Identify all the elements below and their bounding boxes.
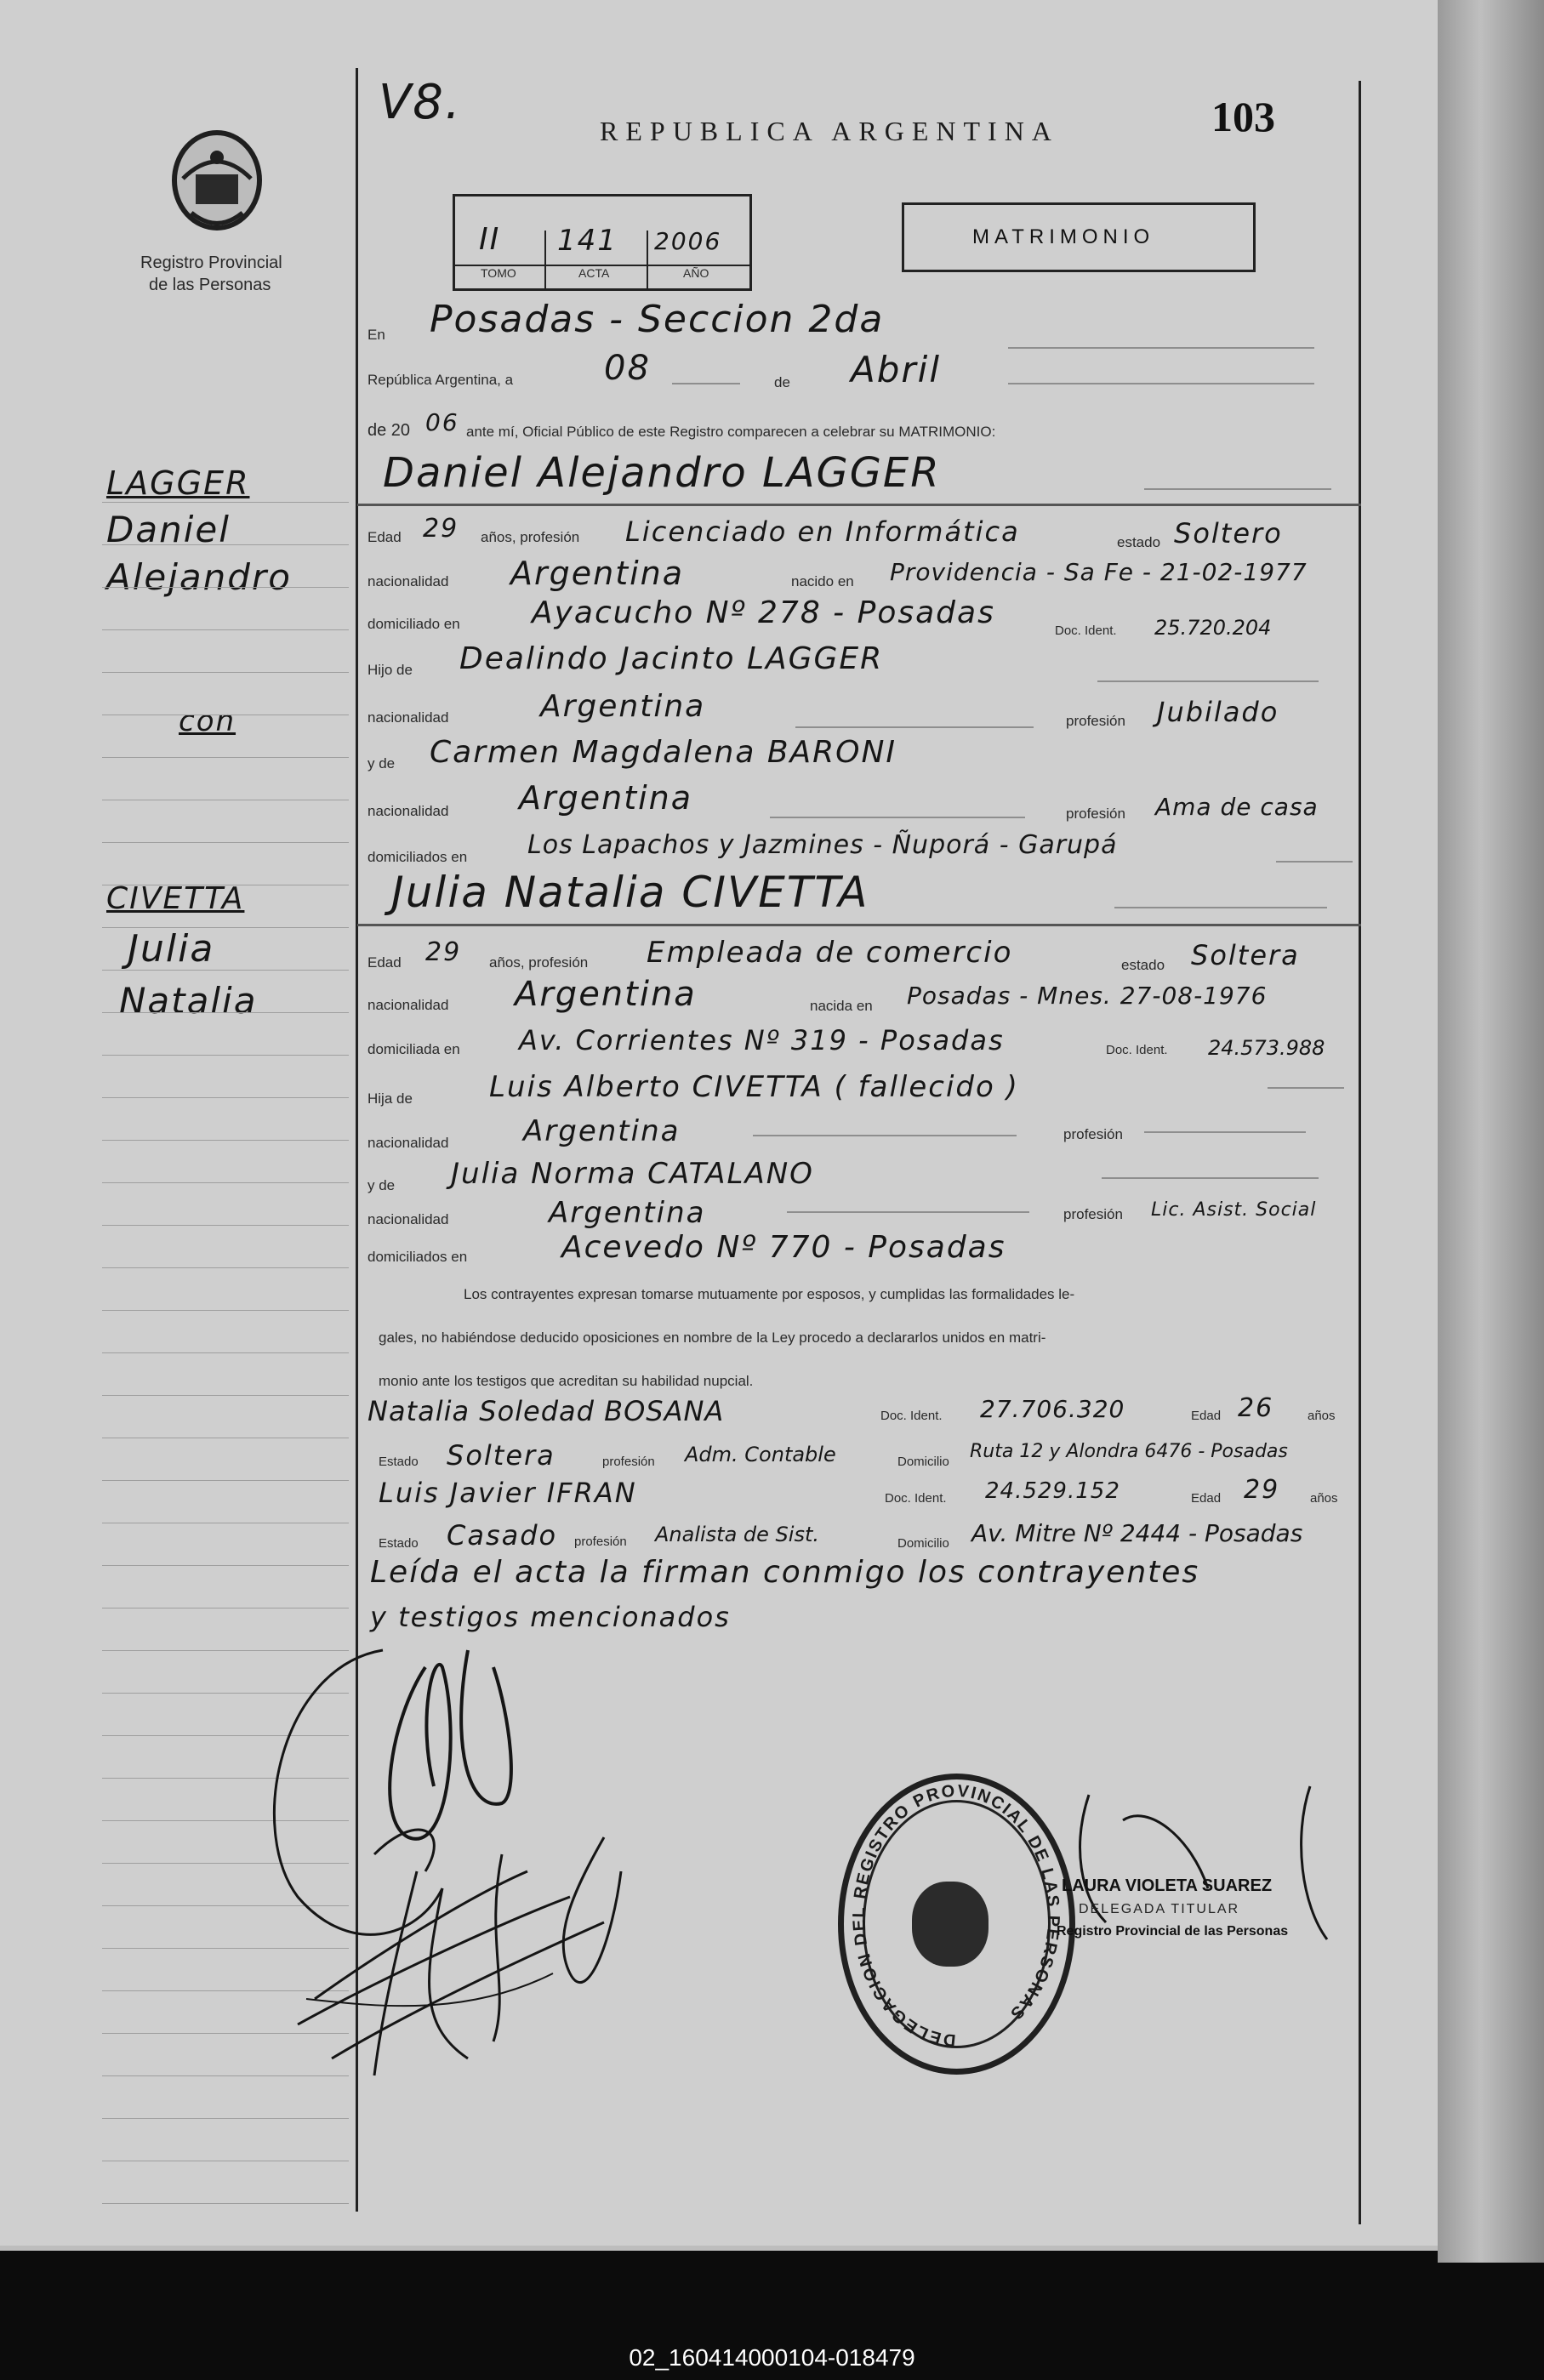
margin-rule-line xyxy=(102,544,349,545)
acta-label: ACTA xyxy=(578,266,610,280)
label-estado-w: Estado xyxy=(379,1536,419,1551)
margin-rule-line xyxy=(102,1182,349,1183)
bride-parents-address: Acevedo Nº 770 - Posadas xyxy=(561,1230,1006,1265)
groom-nationality: Argentina xyxy=(510,555,685,592)
registry-stamp xyxy=(838,1774,1075,2075)
label-domiciliados-en: domiciliados en xyxy=(367,849,468,865)
margin-rule-line xyxy=(102,1012,349,1013)
anio-label: AÑO xyxy=(683,266,709,280)
label-nacionalidad: nacionalidad xyxy=(367,709,449,726)
witness2-address: Av. Mitre Nº 2444 - Posadas xyxy=(971,1519,1303,1547)
label-anios: años xyxy=(1308,1409,1336,1423)
groom-mother-profession: Ama de casa xyxy=(1155,793,1319,821)
label-estado: estado xyxy=(1117,534,1161,550)
label-domicilio: Domicilio xyxy=(897,1536,949,1551)
bride-mother: Julia Norma CATALANO xyxy=(451,1157,814,1191)
margin-rule-line xyxy=(102,502,349,503)
label-year-prefix: de 20 xyxy=(367,421,411,440)
label-nacida-en: nacida en xyxy=(810,998,873,1014)
label-nacionalidad: nacionalidad xyxy=(367,1135,449,1151)
label-hija-de: Hija de xyxy=(367,1090,413,1107)
witness1-age: 26 xyxy=(1238,1393,1274,1423)
official-name: LAURA VIOLETA SUAREZ xyxy=(1062,1876,1273,1895)
margin-rule-line xyxy=(102,629,349,630)
label-profesion: profesión xyxy=(1066,713,1125,729)
witness2-status: Casado xyxy=(447,1519,558,1552)
margin-bride-surname: CIVETTA xyxy=(106,881,245,916)
bride-age: 29 xyxy=(425,937,462,967)
label-anios-profesion: años, profesión xyxy=(489,954,589,971)
witness1-doc: 27.706.320 xyxy=(980,1395,1125,1423)
margin-rule-line xyxy=(102,970,349,971)
witness2-age: 29 xyxy=(1244,1475,1280,1505)
groom-father-profession: Jubilado xyxy=(1157,696,1279,728)
label-domicilio: Domicilio xyxy=(897,1455,949,1469)
witness2-profession: Analista de Sist. xyxy=(655,1523,819,1546)
groom-mother: Carmen Magdalena BARONI xyxy=(430,735,897,770)
tomo-label: TOMO xyxy=(481,266,516,280)
ceremony-month: Abril xyxy=(851,349,941,390)
bride-mother-nationality: Argentina xyxy=(549,1196,706,1230)
label-estado-w: Estado xyxy=(379,1455,419,1469)
label-domiciliado-en: domiciliado en xyxy=(367,616,460,632)
label-profesion: profesión xyxy=(1066,806,1125,822)
corner-mark: V8. xyxy=(379,75,462,130)
ceremony-place: Posadas - Seccion 2da xyxy=(430,298,885,341)
country-title: REPUBLICA ARGENTINA xyxy=(600,116,1059,146)
margin-rule-line xyxy=(102,1565,349,1566)
label-doc-ident: Doc. Ident. xyxy=(885,1491,947,1506)
bride-birthplace: Posadas - Mnes. 27-08-1976 xyxy=(907,982,1268,1010)
bride-profession: Empleada de comercio xyxy=(647,936,1013,970)
margin-rule-line xyxy=(102,2203,349,2204)
label-nacionalidad: nacionalidad xyxy=(367,1211,449,1227)
label-anios: años xyxy=(1310,1491,1338,1506)
label-estado: estado xyxy=(1121,957,1165,973)
groom-age: 29 xyxy=(423,514,459,544)
groom-father: Dealindo Jacinto LAGGER xyxy=(459,641,884,676)
margin-rule-line xyxy=(102,1097,349,1098)
groom-parents-address: Los Lapachos y Jazmines - Ñuporá - Garupá xyxy=(527,830,1118,860)
label-doc-ident: Doc. Ident. xyxy=(1055,623,1117,638)
bride-doc: 24.573.988 xyxy=(1208,1036,1325,1060)
ceremony-year-suffix: 06 xyxy=(425,408,459,436)
groom-status: Soltero xyxy=(1174,517,1283,549)
margin-rule-line xyxy=(102,842,349,843)
bride-address: Av. Corrientes Nº 319 - Posadas xyxy=(519,1024,1005,1056)
document-type-box xyxy=(902,202,1256,272)
groom-profession: Licenciado en Informática xyxy=(625,515,1020,548)
declaration-line1: Los contrayentes expresan tomarse mutuamente por esposos, y cumplidas las formalidades le- xyxy=(464,1286,1075,1302)
label-profesion-w: profesión xyxy=(602,1455,655,1469)
label-profesion: profesión xyxy=(1063,1206,1123,1222)
margin-rule-line xyxy=(102,672,349,673)
label-domiciliada-en: domiciliada en xyxy=(367,1041,460,1057)
margin-groom-name1: Daniel xyxy=(106,509,231,550)
bride-mother-profession: Lic. Asist. Social xyxy=(1151,1199,1317,1221)
witness1-name: Natalia Soledad BOSANA xyxy=(367,1395,725,1427)
bride-name: Julia Natalia CIVETTA xyxy=(391,868,869,917)
registry-name-line2: de las Personas xyxy=(149,276,271,294)
document-type: MATRIMONIO xyxy=(972,225,1155,248)
label-anios-profesion: años, profesión xyxy=(481,529,580,545)
declaration-line3: monio ante los testigos que acreditan su habilidad nupcial. xyxy=(379,1373,754,1389)
label-y-de: y de xyxy=(367,755,396,772)
witness1-status: Soltera xyxy=(447,1439,555,1472)
label-edad: Edad xyxy=(367,529,402,545)
label-nacionalidad: nacionalidad xyxy=(367,803,449,819)
label-domiciliados-en: domiciliados en xyxy=(367,1249,468,1265)
margin-bride-name2: Natalia xyxy=(119,980,258,1022)
label-profesion: profesión xyxy=(1063,1126,1123,1142)
label-republica-a: República Argentina, a xyxy=(367,372,514,388)
margin-rule-line xyxy=(102,587,349,588)
label-edad: Edad xyxy=(367,954,402,971)
margin-rule-line xyxy=(102,927,349,928)
label-doc-ident: Doc. Ident. xyxy=(1106,1043,1168,1057)
acta-value: 141 xyxy=(557,224,618,258)
witness2-doc: 24.529.152 xyxy=(985,1478,1120,1504)
label-hijo-de: Hijo de xyxy=(367,662,413,678)
label-doc-ident: Doc. Ident. xyxy=(880,1409,943,1423)
margin-rule-line xyxy=(102,757,349,758)
label-de: de xyxy=(774,374,790,390)
file-id: 02_160414000104-018479 xyxy=(629,2344,915,2371)
margin-groom-surname: LAGGER xyxy=(106,464,250,502)
label-nacido-en: nacido en xyxy=(791,573,854,589)
groom-address: Ayacucho Nº 278 - Posadas xyxy=(532,595,995,630)
book-spine xyxy=(1438,0,1544,2263)
margin-rule-line xyxy=(102,1225,349,1226)
registry-name-line1: Registro Provincial xyxy=(140,253,282,272)
groom-mother-nationality: Argentina xyxy=(519,779,693,817)
tomo-value: II xyxy=(479,222,501,257)
bride-father: Luis Alberto CIVETTA ( fallecido ) xyxy=(489,1070,1019,1104)
file-id-bar xyxy=(0,2335,1544,2380)
margin-rule-line xyxy=(102,1267,349,1268)
label-edad-w: Edad xyxy=(1191,1409,1222,1423)
page-number: 103 xyxy=(1211,93,1275,140)
label-nacionalidad: nacionalidad xyxy=(367,997,449,1013)
intro-text: ante mí, Oficial Público de este Registro comparecen a celebrar su MATRIMONIO: xyxy=(466,424,996,440)
margin-rule-line xyxy=(102,1395,349,1396)
witness1-profession: Adm. Contable xyxy=(685,1443,836,1466)
bride-status: Soltera xyxy=(1191,939,1300,971)
margin-rule-line xyxy=(102,2118,349,2119)
bride-father-nationality: Argentina xyxy=(523,1114,681,1148)
margin-bride-name1: Julia xyxy=(128,927,215,971)
stamp-ring-text: DELEGACION DEL REGISTRO PROVINCIAL DE LAS PERSONAS xyxy=(849,1781,1063,2050)
handwritten-signatures xyxy=(247,1616,842,2092)
witness1-address: Ruta 12 y Alondra 6476 - Posadas xyxy=(970,1441,1288,1462)
ceremony-day: 08 xyxy=(604,349,651,388)
witness2-name: Luis Javier IFRAN xyxy=(379,1477,637,1509)
label-nacionalidad: nacionalidad xyxy=(367,573,449,589)
provincial-emblem xyxy=(166,128,268,238)
margin-con: con xyxy=(179,704,236,738)
anio-value: 2006 xyxy=(654,227,722,255)
svg-text:DELEGACION DEL REGISTRO PROVIN xyxy=(850,1782,1063,2050)
margin-rule-line xyxy=(102,1480,349,1481)
official-role: DELEGADA TITULAR xyxy=(1079,1902,1240,1916)
margin-rule-line xyxy=(102,1055,349,1056)
margin-rule-line xyxy=(102,1352,349,1353)
groom-father-nationality: Argentina xyxy=(540,689,706,724)
record-number-box xyxy=(453,194,752,291)
label-profesion-w: profesión xyxy=(574,1534,627,1549)
official-office: Registro Provincial de las Personas xyxy=(1057,1924,1289,1939)
label-edad-w: Edad xyxy=(1191,1491,1222,1506)
groom-doc: 25.720.204 xyxy=(1154,616,1272,640)
declaration-line2: gales, no habiéndose deducido oposiciones en nombre de la Ley procedo a declararlos unidos en matri- xyxy=(379,1329,1046,1346)
groom-name: Daniel Alejandro LAGGER xyxy=(383,449,941,497)
margin-rule-line xyxy=(102,1140,349,1141)
label-y-de: y de xyxy=(367,1177,396,1193)
closing-line2: y testigos mencionados xyxy=(370,1601,731,1633)
bride-nationality: Argentina xyxy=(515,975,697,1014)
label-en: En xyxy=(367,327,385,343)
margin-rule-line xyxy=(102,1310,349,1311)
groom-birthplace: Providencia - Sa Fe - 21-02-1977 xyxy=(890,558,1308,586)
margin-groom-name2: Alejandro xyxy=(106,556,292,598)
closing-line1: Leída el acta la firman conmigo los contrayentes xyxy=(370,1555,1200,1590)
